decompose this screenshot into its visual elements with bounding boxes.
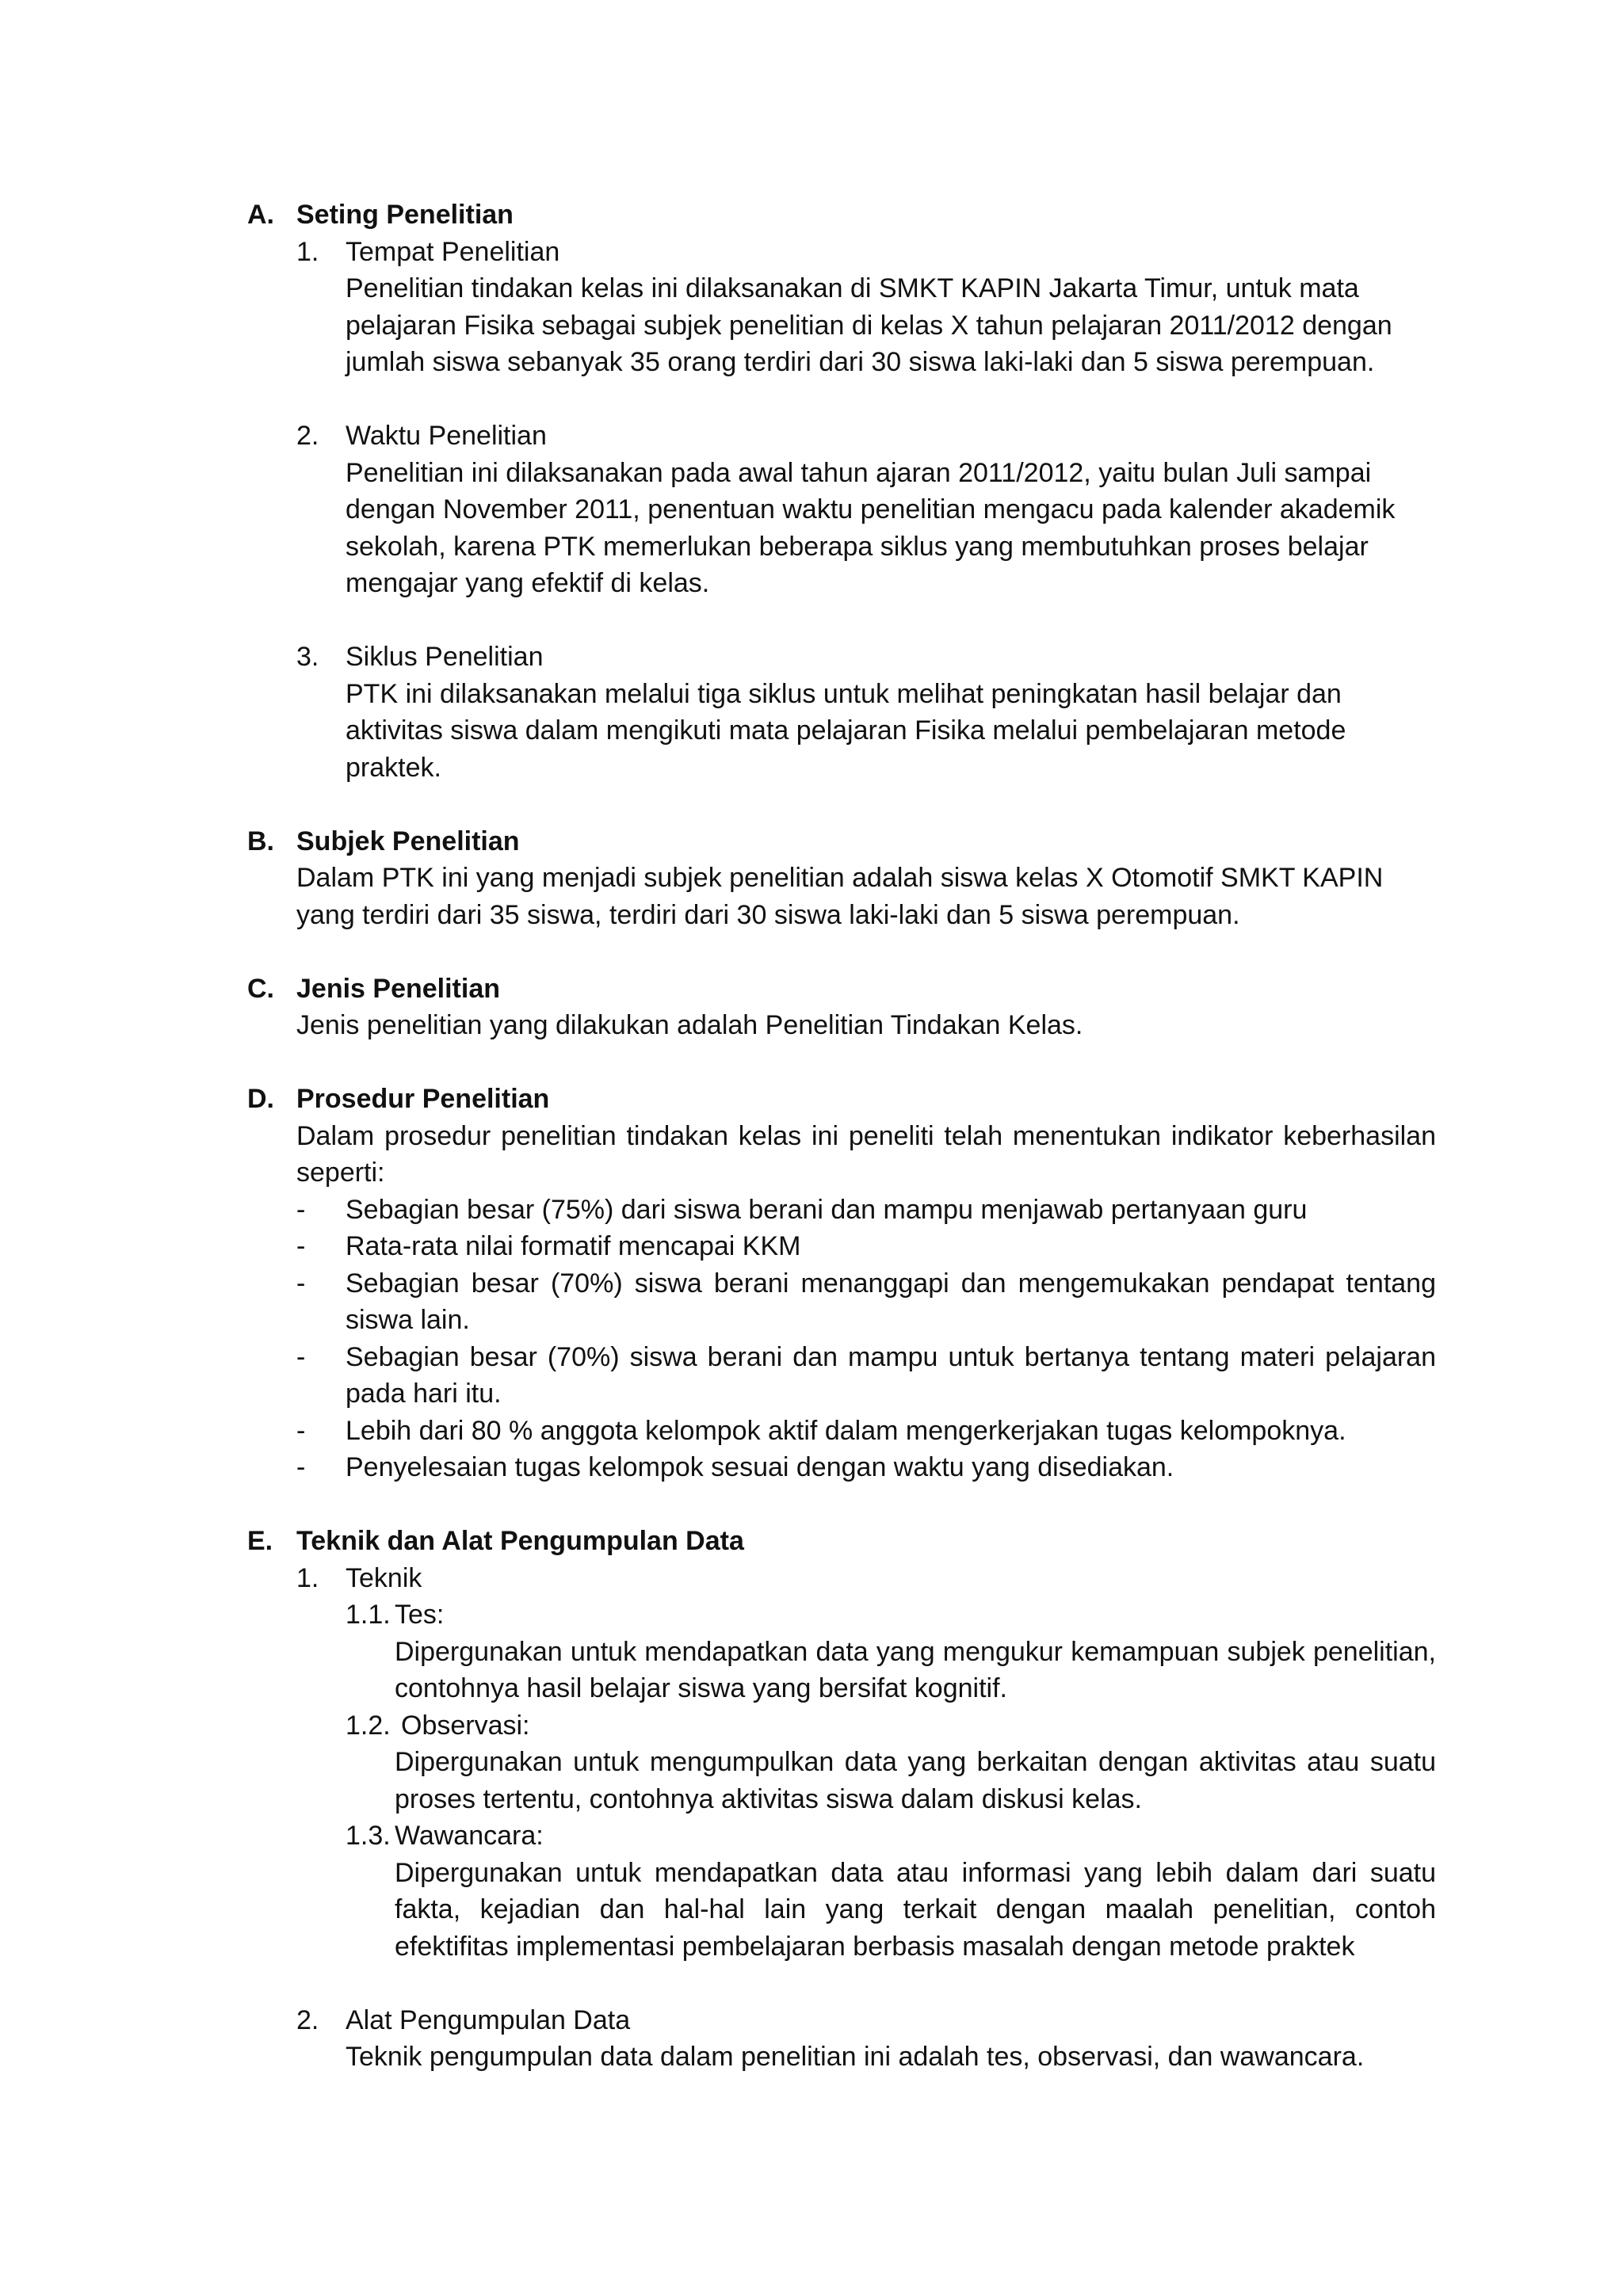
sub-item-label: Observasi:: [401, 1710, 530, 1741]
section-e-letter: E.: [247, 1526, 273, 1556]
sub-item-text: Dipergunakan untuk mendapatkan data atau informasi yang lebih dalam dari suatu fakta, kejadian dan hal-hal lain yang terkait dengan maalah penelitian, contoh efektifitas implementasi pembelajaran berbasis masalah dengan metode praktek: [395, 1857, 1436, 1962]
section-d-letter: D.: [247, 1084, 274, 1114]
section-e-item-2: [296, 2002, 1436, 2076]
item-number: 2.: [296, 2004, 319, 2035]
list-item: [296, 1449, 1436, 1486]
section-a-letter: A.: [247, 200, 274, 230]
section-d-text: Dalam prosedur penelitian tindakan kelas ini peneliti telah menentukan indikator keberhasilan seperti:: [296, 1120, 1436, 1188]
document-page: [247, 196, 1436, 2076]
section-c-text: Jenis penelitian yang dilakukan adalah Penelitian Tindakan Kelas.: [296, 1010, 1083, 1040]
bullet-dash: -: [296, 1231, 306, 1261]
sub-item-text: Dipergunakan untuk mendapatkan data yang mengukur kemampuan subjek penelitian, contohnya hasil belajar siswa yang bersifat kognitif.: [395, 1636, 1436, 1703]
bullet-dash: -: [296, 1415, 306, 1446]
section-b: [247, 823, 1436, 934]
list-item-text: Sebagian besar (75%) dari siswa berani dan mampu menjawab pertanyaan guru: [346, 1194, 1308, 1225]
item-text: PTK ini dilaksanakan melalui tiga siklus untuk melihat peningkatan hasil belajar dan aktivitas siswa dalam mengikuti mata pelajaran Fisika melalui pembelajaran metode praktek.: [346, 678, 1346, 783]
sub-item-label: Wawancara:: [395, 1821, 544, 1851]
section-c-heading: [247, 971, 1436, 1008]
item-label: Tempat Penelitian: [346, 236, 560, 267]
list-item-text: Rata-rata nilai formatif mencapai KKM: [346, 1231, 801, 1261]
bullet-dash: -: [296, 1268, 306, 1299]
list-item: [296, 1413, 1436, 1450]
section-e-item-1: [296, 1560, 1436, 1966]
list-item: [296, 1192, 1436, 1229]
sub-item-number: 1.3.: [346, 1821, 391, 1851]
item-text: Penelitian tindakan kelas ini dilaksanakan di SMKT KAPIN Jakarta Timur, untuk mata pelajaran Fisika sebagai subjek penelitian di kelas X tahun pelajaran 2011/2012 dengan jumlah siswa sebanyak 35 orang terdiri dari 30 siswa laki-laki dan 5 siswa perempuan.: [346, 273, 1392, 377]
list-item: [296, 1339, 1436, 1413]
sub-item-1-3: [346, 1817, 1436, 1965]
list-item-text: Penyelesaian tugas kelompok sesuai dengan waktu yang disediakan.: [346, 1452, 1174, 1482]
section-d: [247, 1081, 1436, 1486]
section-b-title: Subjek Penelitian: [296, 826, 520, 856]
item-label: Alat Pengumpulan Data: [346, 2004, 631, 2035]
section-c-letter: C.: [247, 973, 274, 1004]
list-item: [296, 1228, 1436, 1265]
list-item: [296, 1265, 1436, 1339]
item-label: Teknik: [346, 1562, 422, 1593]
sub-item-label: Tes:: [395, 1600, 445, 1630]
bullet-dash: -: [296, 1194, 306, 1225]
section-b-letter: B.: [247, 826, 274, 856]
sub-item-1-2: [346, 1707, 1436, 1818]
list-item-text: Lebih dari 80 % anggota kelompok aktif dalam mengerkerjakan tugas kelompoknya.: [346, 1415, 1346, 1446]
section-d-heading: [247, 1081, 1436, 1118]
section-c: [247, 971, 1436, 1044]
bullet-dash: -: [296, 1452, 306, 1482]
section-a-heading: [247, 196, 1436, 234]
sub-item-number: 1.2.: [346, 1710, 391, 1741]
sub-item-number: 1.1.: [346, 1600, 391, 1630]
section-e-title: Teknik dan Alat Pengumpulan Data: [296, 1526, 744, 1556]
section-a-item-1: [296, 234, 1436, 381]
section-b-text: Dalam PTK ini yang menjadi subjek penelitian adalah siswa kelas X Otomotif SMKT KAPIN yang terdiri dari 35 siswa, terdiri dari 30 siswa laki-laki dan 5 siswa perempuan.: [296, 863, 1384, 930]
item-label: Siklus Penelitian: [346, 642, 544, 672]
item-number: 3.: [296, 642, 319, 672]
sub-item-text: Dipergunakan untuk mengumpulkan data yang berkaitan dengan aktivitas atau suatu proses tertentu, contohnya aktivitas siswa dalam diskusi kelas.: [395, 1747, 1436, 1814]
item-text: Penelitian ini dilaksanakan pada awal tahun ajaran 2011/2012, yaitu bulan Juli sampai dengan November 2011, penentuan waktu penelitian mengacu pada kalender akademik sekolah, karena PTK memerlukan beberapa siklus yang membutuhkan proses belajar mengajar yang efektif di kelas.: [346, 457, 1396, 598]
section-e: [247, 1523, 1436, 2076]
list-item-text: Sebagian besar (70%) siswa berani menanggapi dan mengemukakan pendapat tentang siswa lain.: [346, 1268, 1436, 1335]
item-text: Teknik pengumpulan data dalam penelitian ini adalah tes, observasi, dan wawancara.: [346, 2042, 1365, 2072]
item-label: Waktu Penelitian: [346, 421, 547, 451]
item-number: 1.: [296, 236, 319, 267]
section-d-title: Prosedur Penelitian: [296, 1084, 550, 1114]
item-number: 2.: [296, 421, 319, 451]
section-b-heading: [247, 823, 1436, 860]
section-a-item-2: [296, 418, 1436, 602]
indicator-list: [296, 1192, 1436, 1486]
item-number: 1.: [296, 1562, 319, 1593]
section-a-item-3: [296, 639, 1436, 786]
sub-item-1-1: [346, 1596, 1436, 1707]
bullet-dash: -: [296, 1341, 306, 1372]
section-e-heading: [247, 1523, 1436, 1560]
section-a: [247, 196, 1436, 786]
section-c-title: Jenis Penelitian: [296, 973, 500, 1004]
section-a-title: Seting Penelitian: [296, 200, 514, 230]
list-item-text: Sebagian besar (70%) siswa berani dan mampu untuk bertanya tentang materi pelajaran pada hari itu.: [346, 1341, 1436, 1409]
